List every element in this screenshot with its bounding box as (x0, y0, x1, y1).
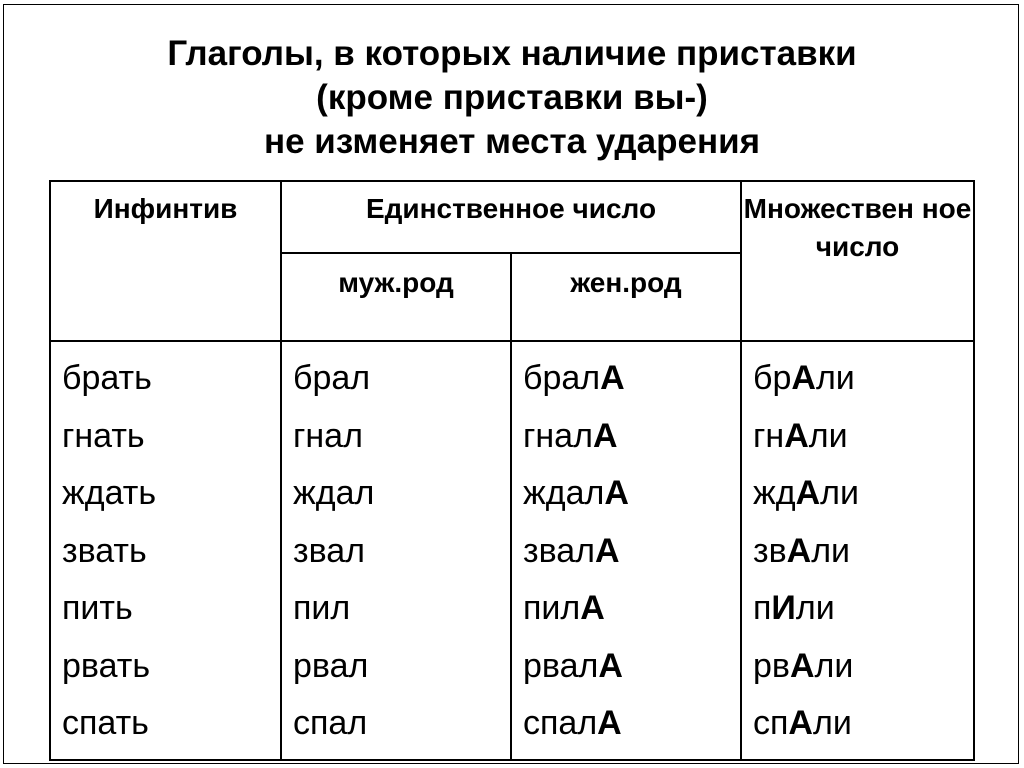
infinitive-word: ждать (62, 474, 157, 512)
infinitive-word: звать (62, 531, 147, 570)
plural-ending: ли (820, 474, 859, 512)
masculine-form: спал (293, 704, 368, 742)
plural-form (753, 350, 973, 408)
feminine-stem: пил (523, 589, 581, 627)
feminine-form (523, 638, 740, 696)
plural-form (753, 465, 973, 523)
slide-title (0, 32, 1024, 164)
masculine-form: брал (293, 359, 371, 397)
plural-form (753, 638, 973, 696)
feminine-form (523, 523, 740, 581)
plural-ending: ли (812, 704, 852, 742)
infinitive-word: гнать (62, 416, 145, 455)
feminine-form (523, 350, 740, 408)
plural-ending: ли (814, 646, 854, 685)
stressed-vowel: А (791, 359, 816, 397)
verb-table (49, 180, 975, 761)
masculine-form: гнал (293, 416, 363, 455)
stressed-vowel: А (595, 531, 620, 570)
stressed-vowel: А (784, 416, 809, 455)
plural-ending: ли (795, 589, 835, 627)
column-infinitive (50, 341, 281, 760)
title-line-1: Глаголы, в которых наличие приставки (167, 34, 857, 73)
plural-form (753, 523, 973, 581)
plural-stem: зв (753, 531, 787, 570)
feminine-form (523, 695, 740, 753)
masculine-form: пил (293, 589, 351, 627)
header-singular: Единственное число (281, 181, 741, 253)
column-masculine (281, 341, 511, 760)
header-infinitive: Инфинтив (50, 181, 281, 341)
stressed-vowel: А (795, 474, 821, 512)
plural-stem: гн (753, 416, 785, 455)
stressed-vowel: А (597, 704, 622, 742)
header-masculine: муж.род (281, 253, 511, 341)
stressed-vowel: А (580, 589, 605, 627)
feminine-form (523, 465, 740, 523)
infinitive-word: брать (62, 359, 152, 397)
infinitive-word: спать (62, 704, 149, 742)
feminine-stem: рвал (523, 646, 599, 685)
plural-form (753, 580, 973, 638)
feminine-stem: ждал (523, 474, 605, 512)
masculine-form: звал (293, 531, 366, 570)
stressed-vowel: А (789, 646, 815, 685)
column-feminine (511, 341, 741, 760)
stressed-vowel: А (786, 531, 812, 570)
stressed-vowel: И (771, 589, 796, 627)
plural-form (753, 408, 973, 466)
plural-form (753, 695, 973, 753)
title-line-3: не изменяет места ударения (263, 122, 761, 161)
title-line-2: (кроме приставки вы-) (316, 78, 708, 117)
stressed-vowel: А (598, 646, 623, 685)
feminine-stem: спал (523, 704, 598, 742)
plural-ending: ли (811, 531, 851, 570)
masculine-form: рвал (293, 646, 369, 685)
header-feminine: жен.род (511, 253, 741, 341)
infinitive-word: рвать (62, 646, 151, 685)
infinitive-word: пить (62, 589, 133, 627)
plural-ending: ли (808, 416, 848, 455)
header-plural: Множествен ное число (741, 181, 974, 341)
feminine-stem: гнал (523, 416, 593, 455)
plural-stem: бр (753, 359, 792, 397)
stressed-vowel: А (592, 416, 618, 455)
plural-ending: ли (815, 359, 855, 397)
feminine-form (523, 408, 740, 466)
plural-stem: п (753, 589, 772, 627)
feminine-form (523, 580, 740, 638)
feminine-stem: звал (523, 531, 596, 570)
stressed-vowel: А (788, 704, 813, 742)
stressed-vowel: А (600, 359, 625, 397)
plural-stem: сп (753, 704, 789, 742)
plural-stem: жд (753, 474, 796, 512)
stressed-vowel: А (604, 474, 629, 512)
plural-stem: рв (753, 646, 790, 685)
feminine-stem: брал (523, 359, 601, 397)
masculine-form: ждал (293, 474, 375, 512)
column-plural (741, 341, 974, 760)
